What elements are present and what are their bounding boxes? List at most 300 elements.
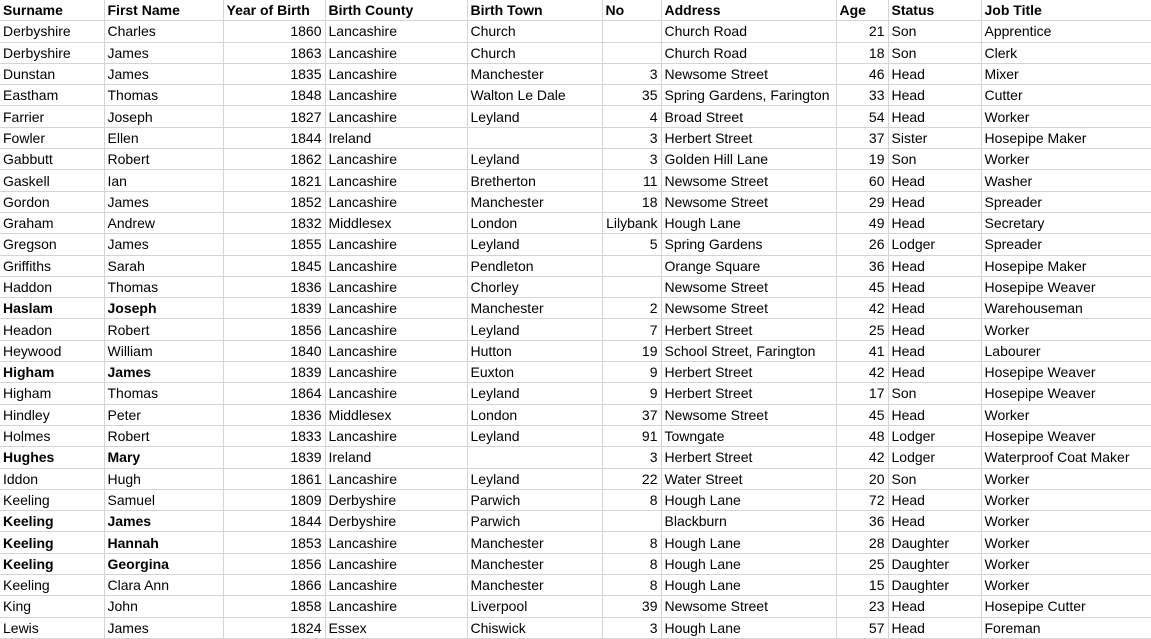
cell-surname[interactable]: Griffiths xyxy=(0,255,104,276)
cell-surname[interactable]: King xyxy=(0,596,104,617)
column-header-birth-town[interactable]: Birth Town xyxy=(467,0,602,21)
cell-surname[interactable]: Holmes xyxy=(0,425,104,446)
cell-surname[interactable]: Keeling xyxy=(0,532,104,553)
cell-no[interactable] xyxy=(602,42,661,63)
cell-address[interactable]: Herbert Street xyxy=(661,362,836,383)
cell-year-of-birth[interactable]: 1836 xyxy=(223,276,325,297)
cell-job-title[interactable]: Worker xyxy=(981,468,1151,489)
cell-surname[interactable]: Iddon xyxy=(0,468,104,489)
cell-birth-county[interactable]: Lancashire xyxy=(325,170,467,191)
cell-birth-county[interactable]: Lancashire xyxy=(325,234,467,255)
cell-age[interactable]: 25 xyxy=(836,319,888,340)
cell-birth-town[interactable]: Manchester xyxy=(467,63,602,84)
cell-first-name[interactable]: Robert xyxy=(104,319,223,340)
cell-status[interactable]: Head xyxy=(888,191,981,212)
cell-address[interactable]: Hough Lane xyxy=(661,575,836,596)
cell-first-name[interactable]: Thomas xyxy=(104,85,223,106)
cell-first-name[interactable]: James xyxy=(104,42,223,63)
cell-year-of-birth[interactable]: 1856 xyxy=(223,553,325,574)
cell-surname[interactable]: Gordon xyxy=(0,191,104,212)
cell-no[interactable]: 9 xyxy=(602,383,661,404)
cell-first-name[interactable]: Joseph xyxy=(104,106,223,127)
cell-no[interactable]: 18 xyxy=(602,191,661,212)
cell-birth-county[interactable]: Lancashire xyxy=(325,575,467,596)
cell-first-name[interactable]: Thomas xyxy=(104,383,223,404)
cell-address[interactable]: Herbert Street xyxy=(661,127,836,148)
cell-first-name[interactable]: Andrew xyxy=(104,212,223,233)
cell-status[interactable]: Lodger xyxy=(888,425,981,446)
cell-age[interactable]: 42 xyxy=(836,362,888,383)
cell-birth-town[interactable]: Manchester xyxy=(467,575,602,596)
cell-status[interactable]: Son xyxy=(888,42,981,63)
cell-year-of-birth[interactable]: 1839 xyxy=(223,362,325,383)
cell-surname[interactable]: Haslam xyxy=(0,298,104,319)
cell-no[interactable]: 8 xyxy=(602,489,661,510)
cell-surname[interactable]: Hughes xyxy=(0,447,104,468)
cell-status[interactable]: Head xyxy=(888,404,981,425)
cell-birth-county[interactable]: Lancashire xyxy=(325,532,467,553)
cell-no[interactable]: 19 xyxy=(602,340,661,361)
cell-birth-town[interactable]: Liverpool xyxy=(467,596,602,617)
cell-first-name[interactable]: William xyxy=(104,340,223,361)
cell-birth-county[interactable]: Lancashire xyxy=(325,191,467,212)
cell-first-name[interactable]: Joseph xyxy=(104,298,223,319)
cell-first-name[interactable]: Georgina xyxy=(104,553,223,574)
cell-first-name[interactable]: Robert xyxy=(104,425,223,446)
cell-first-name[interactable]: Mary xyxy=(104,447,223,468)
cell-no[interactable]: 4 xyxy=(602,106,661,127)
cell-surname[interactable]: Keeling xyxy=(0,489,104,510)
cell-birth-town[interactable]: Bretherton xyxy=(467,170,602,191)
cell-status[interactable]: Head xyxy=(888,319,981,340)
cell-job-title[interactable]: Worker xyxy=(981,149,1151,170)
cell-birth-county[interactable]: Lancashire xyxy=(325,553,467,574)
cell-status[interactable]: Sister xyxy=(888,127,981,148)
column-header-first-name[interactable]: First Name xyxy=(104,0,223,21)
cell-year-of-birth[interactable]: 1839 xyxy=(223,298,325,319)
cell-birth-town[interactable]: Manchester xyxy=(467,532,602,553)
cell-no[interactable]: 5 xyxy=(602,234,661,255)
cell-birth-town[interactable]: Euxton xyxy=(467,362,602,383)
cell-birth-town[interactable]: Leyland xyxy=(467,319,602,340)
cell-status[interactable]: Head xyxy=(888,170,981,191)
cell-status[interactable]: Son xyxy=(888,149,981,170)
cell-age[interactable]: 42 xyxy=(836,447,888,468)
cell-address[interactable]: Blackburn xyxy=(661,511,836,532)
cell-job-title[interactable]: Clerk xyxy=(981,42,1151,63)
cell-age[interactable]: 45 xyxy=(836,404,888,425)
cell-status[interactable]: Head xyxy=(888,106,981,127)
cell-birth-county[interactable]: Lancashire xyxy=(325,42,467,63)
cell-year-of-birth[interactable]: 1827 xyxy=(223,106,325,127)
cell-age[interactable]: 21 xyxy=(836,21,888,42)
cell-no[interactable]: 7 xyxy=(602,319,661,340)
cell-year-of-birth[interactable]: 1845 xyxy=(223,255,325,276)
cell-birth-county[interactable]: Lancashire xyxy=(325,298,467,319)
cell-age[interactable]: 25 xyxy=(836,553,888,574)
cell-surname[interactable]: Fowler xyxy=(0,127,104,148)
cell-no[interactable]: 3 xyxy=(602,447,661,468)
cell-surname[interactable]: Higham xyxy=(0,383,104,404)
cell-no[interactable]: 22 xyxy=(602,468,661,489)
cell-age[interactable]: 17 xyxy=(836,383,888,404)
cell-no[interactable]: 8 xyxy=(602,575,661,596)
cell-job-title[interactable]: Washer xyxy=(981,170,1151,191)
cell-first-name[interactable]: Charles xyxy=(104,21,223,42)
cell-job-title[interactable]: Hosepipe Maker xyxy=(981,127,1151,148)
cell-no[interactable]: 39 xyxy=(602,596,661,617)
cell-year-of-birth[interactable]: 1861 xyxy=(223,468,325,489)
cell-year-of-birth[interactable]: 1844 xyxy=(223,511,325,532)
cell-no[interactable]: 35 xyxy=(602,85,661,106)
cell-no[interactable] xyxy=(602,21,661,42)
cell-address[interactable]: Newsome Street xyxy=(661,63,836,84)
cell-age[interactable]: 36 xyxy=(836,511,888,532)
cell-address[interactable]: Newsome Street xyxy=(661,596,836,617)
cell-year-of-birth[interactable]: 1840 xyxy=(223,340,325,361)
cell-surname[interactable]: Keeling xyxy=(0,511,104,532)
cell-birth-county[interactable]: Lancashire xyxy=(325,276,467,297)
cell-first-name[interactable]: Samuel xyxy=(104,489,223,510)
cell-no[interactable]: 2 xyxy=(602,298,661,319)
cell-first-name[interactable]: James xyxy=(104,234,223,255)
cell-no[interactable]: 9 xyxy=(602,362,661,383)
cell-first-name[interactable]: James xyxy=(104,63,223,84)
cell-address[interactable]: Herbert Street xyxy=(661,319,836,340)
cell-year-of-birth[interactable]: 1836 xyxy=(223,404,325,425)
cell-status[interactable]: Daughter xyxy=(888,532,981,553)
cell-year-of-birth[interactable]: 1833 xyxy=(223,425,325,446)
cell-birth-county[interactable]: Lancashire xyxy=(325,468,467,489)
cell-age[interactable]: 15 xyxy=(836,575,888,596)
cell-birth-county[interactable]: Lancashire xyxy=(325,319,467,340)
cell-birth-county[interactable]: Middlesex xyxy=(325,212,467,233)
column-header-job-title[interactable]: Job Title xyxy=(981,0,1151,21)
cell-first-name[interactable]: Clara Ann xyxy=(104,575,223,596)
cell-address[interactable]: Hough Lane xyxy=(661,212,836,233)
cell-status[interactable]: Lodger xyxy=(888,447,981,468)
cell-job-title[interactable]: Hosepipe Weaver xyxy=(981,362,1151,383)
cell-address[interactable]: Hough Lane xyxy=(661,489,836,510)
cell-surname[interactable]: Heywood xyxy=(0,340,104,361)
cell-year-of-birth[interactable]: 1860 xyxy=(223,21,325,42)
cell-birth-county[interactable]: Lancashire xyxy=(325,63,467,84)
cell-birth-town[interactable]: Manchester xyxy=(467,298,602,319)
cell-birth-county[interactable]: Ireland xyxy=(325,127,467,148)
cell-status[interactable]: Head xyxy=(888,212,981,233)
cell-surname[interactable]: Haddon xyxy=(0,276,104,297)
cell-first-name[interactable]: John xyxy=(104,596,223,617)
cell-birth-town[interactable]: Manchester xyxy=(467,553,602,574)
cell-job-title[interactable]: Apprentice xyxy=(981,21,1151,42)
cell-birth-county[interactable]: Derbyshire xyxy=(325,489,467,510)
cell-birth-town[interactable]: Walton Le Dale xyxy=(467,85,602,106)
cell-surname[interactable]: Hindley xyxy=(0,404,104,425)
cell-surname[interactable]: Graham xyxy=(0,212,104,233)
cell-job-title[interactable]: Foreman xyxy=(981,617,1151,638)
cell-address[interactable]: Golden Hill Lane xyxy=(661,149,836,170)
cell-first-name[interactable]: James xyxy=(104,511,223,532)
cell-status[interactable]: Head xyxy=(888,255,981,276)
cell-no[interactable]: 37 xyxy=(602,404,661,425)
cell-birth-town[interactable]: Church xyxy=(467,21,602,42)
cell-year-of-birth[interactable]: 1852 xyxy=(223,191,325,212)
cell-status[interactable]: Son xyxy=(888,21,981,42)
cell-birth-town[interactable]: Manchester xyxy=(467,191,602,212)
column-header-year-of-birth[interactable]: Year of Birth xyxy=(223,0,325,21)
cell-job-title[interactable]: Hosepipe Maker xyxy=(981,255,1151,276)
cell-job-title[interactable]: Worker xyxy=(981,511,1151,532)
cell-age[interactable]: 20 xyxy=(836,468,888,489)
cell-address[interactable]: Hough Lane xyxy=(661,617,836,638)
cell-age[interactable]: 57 xyxy=(836,617,888,638)
cell-no[interactable] xyxy=(602,276,661,297)
cell-job-title[interactable]: Worker xyxy=(981,404,1151,425)
cell-birth-town[interactable]: Chorley xyxy=(467,276,602,297)
cell-birth-county[interactable]: Lancashire xyxy=(325,106,467,127)
cell-address[interactable]: Hough Lane xyxy=(661,532,836,553)
cell-surname[interactable]: Keeling xyxy=(0,575,104,596)
cell-age[interactable]: 26 xyxy=(836,234,888,255)
cell-birth-town[interactable]: Leyland xyxy=(467,383,602,404)
cell-birth-county[interactable]: Lancashire xyxy=(325,85,467,106)
cell-birth-county[interactable]: Essex xyxy=(325,617,467,638)
cell-job-title[interactable]: Hosepipe Cutter xyxy=(981,596,1151,617)
cell-address[interactable]: Newsome Street xyxy=(661,298,836,319)
cell-address[interactable]: School Street, Farington xyxy=(661,340,836,361)
cell-birth-county[interactable]: Lancashire xyxy=(325,362,467,383)
cell-address[interactable]: Herbert Street xyxy=(661,447,836,468)
cell-first-name[interactable]: Peter xyxy=(104,404,223,425)
cell-birth-county[interactable]: Ireland xyxy=(325,447,467,468)
cell-status[interactable]: Son xyxy=(888,383,981,404)
cell-year-of-birth[interactable]: 1855 xyxy=(223,234,325,255)
cell-no[interactable]: 11 xyxy=(602,170,661,191)
cell-job-title[interactable]: Worker xyxy=(981,319,1151,340)
cell-first-name[interactable]: Hugh xyxy=(104,468,223,489)
cell-no[interactable]: 8 xyxy=(602,553,661,574)
cell-year-of-birth[interactable]: 1844 xyxy=(223,127,325,148)
cell-age[interactable]: 18 xyxy=(836,42,888,63)
cell-status[interactable]: Head xyxy=(888,489,981,510)
cell-first-name[interactable]: Hannah xyxy=(104,532,223,553)
cell-job-title[interactable]: Spreader xyxy=(981,234,1151,255)
cell-status[interactable]: Head xyxy=(888,617,981,638)
cell-birth-town[interactable]: London xyxy=(467,404,602,425)
cell-status[interactable]: Head xyxy=(888,596,981,617)
column-header-birth-county[interactable]: Birth County xyxy=(325,0,467,21)
cell-age[interactable]: 23 xyxy=(836,596,888,617)
cell-address[interactable]: Newsome Street xyxy=(661,276,836,297)
cell-surname[interactable]: Derbyshire xyxy=(0,42,104,63)
cell-surname[interactable]: Gaskell xyxy=(0,170,104,191)
cell-birth-town[interactable]: Leyland xyxy=(467,234,602,255)
cell-age[interactable]: 33 xyxy=(836,85,888,106)
column-header-surname[interactable]: Surname xyxy=(0,0,104,21)
cell-birth-town[interactable]: Leyland xyxy=(467,468,602,489)
cell-year-of-birth[interactable]: 1853 xyxy=(223,532,325,553)
cell-year-of-birth[interactable]: 1824 xyxy=(223,617,325,638)
cell-year-of-birth[interactable]: 1835 xyxy=(223,63,325,84)
cell-status[interactable]: Lodger xyxy=(888,234,981,255)
cell-job-title[interactable]: Hosepipe Weaver xyxy=(981,383,1151,404)
cell-no[interactable]: 91 xyxy=(602,425,661,446)
cell-job-title[interactable]: Worker xyxy=(981,532,1151,553)
cell-surname[interactable]: Keeling xyxy=(0,553,104,574)
cell-address[interactable]: Newsome Street xyxy=(661,170,836,191)
cell-job-title[interactable]: Mixer xyxy=(981,63,1151,84)
cell-birth-county[interactable]: Lancashire xyxy=(325,383,467,404)
cell-job-title[interactable]: Worker xyxy=(981,106,1151,127)
cell-status[interactable]: Head xyxy=(888,340,981,361)
cell-birth-town[interactable]: Pendleton xyxy=(467,255,602,276)
cell-age[interactable]: 19 xyxy=(836,149,888,170)
cell-status[interactable]: Head xyxy=(888,85,981,106)
cell-first-name[interactable]: Thomas xyxy=(104,276,223,297)
cell-year-of-birth[interactable]: 1809 xyxy=(223,489,325,510)
cell-birth-town[interactable]: London xyxy=(467,212,602,233)
cell-age[interactable]: 42 xyxy=(836,298,888,319)
cell-birth-county[interactable]: Lancashire xyxy=(325,21,467,42)
cell-first-name[interactable]: James xyxy=(104,191,223,212)
cell-no[interactable] xyxy=(602,511,661,532)
cell-age[interactable]: 46 xyxy=(836,63,888,84)
cell-job-title[interactable]: Hosepipe Weaver xyxy=(981,425,1151,446)
cell-address[interactable]: Herbert Street xyxy=(661,383,836,404)
cell-status[interactable]: Son xyxy=(888,468,981,489)
cell-year-of-birth[interactable]: 1821 xyxy=(223,170,325,191)
cell-age[interactable]: 28 xyxy=(836,532,888,553)
cell-surname[interactable]: Farrier xyxy=(0,106,104,127)
cell-birth-county[interactable]: Lancashire xyxy=(325,596,467,617)
cell-birth-town[interactable]: Chiswick xyxy=(467,617,602,638)
cell-address[interactable]: Newsome Street xyxy=(661,191,836,212)
cell-age[interactable]: 48 xyxy=(836,425,888,446)
cell-job-title[interactable]: Worker xyxy=(981,489,1151,510)
cell-year-of-birth[interactable]: 1848 xyxy=(223,85,325,106)
cell-job-title[interactable]: Secretary xyxy=(981,212,1151,233)
cell-birth-county[interactable]: Lancashire xyxy=(325,149,467,170)
cell-birth-town[interactable] xyxy=(467,127,602,148)
cell-age[interactable]: 36 xyxy=(836,255,888,276)
cell-year-of-birth[interactable]: 1863 xyxy=(223,42,325,63)
cell-address[interactable]: Church Road xyxy=(661,42,836,63)
cell-age[interactable]: 29 xyxy=(836,191,888,212)
column-header-age[interactable]: Age xyxy=(836,0,888,21)
cell-address[interactable]: Hough Lane xyxy=(661,553,836,574)
cell-first-name[interactable]: Robert xyxy=(104,149,223,170)
cell-address[interactable]: Spring Gardens, Farington xyxy=(661,85,836,106)
cell-surname[interactable]: Lewis xyxy=(0,617,104,638)
cell-birth-town[interactable]: Leyland xyxy=(467,106,602,127)
cell-age[interactable]: 72 xyxy=(836,489,888,510)
cell-birth-town[interactable]: Leyland xyxy=(467,149,602,170)
cell-birth-town[interactable]: Parwich xyxy=(467,489,602,510)
cell-status[interactable]: Daughter xyxy=(888,575,981,596)
cell-address[interactable]: Newsome Street xyxy=(661,404,836,425)
cell-surname[interactable]: Headon xyxy=(0,319,104,340)
cell-status[interactable]: Head xyxy=(888,276,981,297)
cell-job-title[interactable]: Worker xyxy=(981,575,1151,596)
cell-surname[interactable]: Gabbutt xyxy=(0,149,104,170)
cell-no[interactable]: 3 xyxy=(602,617,661,638)
cell-no[interactable]: 3 xyxy=(602,127,661,148)
cell-first-name[interactable]: Sarah xyxy=(104,255,223,276)
cell-first-name[interactable]: Ellen xyxy=(104,127,223,148)
cell-birth-county[interactable]: Lancashire xyxy=(325,255,467,276)
cell-age[interactable]: 37 xyxy=(836,127,888,148)
cell-birth-county[interactable]: Derbyshire xyxy=(325,511,467,532)
cell-birth-town[interactable] xyxy=(467,447,602,468)
cell-age[interactable]: 41 xyxy=(836,340,888,361)
cell-birth-town[interactable]: Church xyxy=(467,42,602,63)
cell-job-title[interactable]: Cutter xyxy=(981,85,1151,106)
cell-address[interactable]: Spring Gardens xyxy=(661,234,836,255)
cell-year-of-birth[interactable]: 1858 xyxy=(223,596,325,617)
cell-status[interactable]: Head xyxy=(888,511,981,532)
cell-birth-county[interactable]: Lancashire xyxy=(325,340,467,361)
cell-birth-county[interactable]: Lancashire xyxy=(325,425,467,446)
cell-no[interactable]: 8 xyxy=(602,532,661,553)
cell-address[interactable]: Church Road xyxy=(661,21,836,42)
cell-year-of-birth[interactable]: 1866 xyxy=(223,575,325,596)
cell-surname[interactable]: Eastham xyxy=(0,85,104,106)
column-header-status[interactable]: Status xyxy=(888,0,981,21)
cell-year-of-birth[interactable]: 1862 xyxy=(223,149,325,170)
cell-job-title[interactable]: Warehouseman xyxy=(981,298,1151,319)
cell-year-of-birth[interactable]: 1864 xyxy=(223,383,325,404)
cell-job-title[interactable]: Labourer xyxy=(981,340,1151,361)
cell-address[interactable]: Water Street xyxy=(661,468,836,489)
cell-no[interactable]: Lilybank xyxy=(602,212,661,233)
cell-age[interactable]: 49 xyxy=(836,212,888,233)
cell-no[interactable]: 3 xyxy=(602,149,661,170)
column-header-address[interactable]: Address xyxy=(661,0,836,21)
cell-job-title[interactable]: Spreader xyxy=(981,191,1151,212)
cell-birth-town[interactable]: Hutton xyxy=(467,340,602,361)
cell-no[interactable] xyxy=(602,255,661,276)
cell-age[interactable]: 54 xyxy=(836,106,888,127)
cell-job-title[interactable]: Hosepipe Weaver xyxy=(981,276,1151,297)
cell-first-name[interactable]: James xyxy=(104,362,223,383)
cell-address[interactable]: Towngate xyxy=(661,425,836,446)
cell-surname[interactable]: Higham xyxy=(0,362,104,383)
cell-status[interactable]: Head xyxy=(888,63,981,84)
cell-birth-county[interactable]: Middlesex xyxy=(325,404,467,425)
cell-job-title[interactable]: Worker xyxy=(981,553,1151,574)
cell-job-title[interactable]: Waterproof Coat Maker xyxy=(981,447,1151,468)
cell-birth-town[interactable]: Leyland xyxy=(467,425,602,446)
cell-no[interactable]: 3 xyxy=(602,63,661,84)
cell-year-of-birth[interactable]: 1832 xyxy=(223,212,325,233)
cell-year-of-birth[interactable]: 1856 xyxy=(223,319,325,340)
cell-first-name[interactable]: Ian xyxy=(104,170,223,191)
cell-address[interactable]: Orange Square xyxy=(661,255,836,276)
cell-age[interactable]: 60 xyxy=(836,170,888,191)
cell-status[interactable]: Head xyxy=(888,362,981,383)
cell-surname[interactable]: Derbyshire xyxy=(0,21,104,42)
cell-year-of-birth[interactable]: 1839 xyxy=(223,447,325,468)
cell-first-name[interactable]: James xyxy=(104,617,223,638)
cell-surname[interactable]: Gregson xyxy=(0,234,104,255)
column-header-no[interactable]: No xyxy=(602,0,661,21)
cell-surname[interactable]: Dunstan xyxy=(0,63,104,84)
cell-birth-town[interactable]: Parwich xyxy=(467,511,602,532)
cell-age[interactable]: 45 xyxy=(836,276,888,297)
cell-status[interactable]: Head xyxy=(888,298,981,319)
cell-status[interactable]: Daughter xyxy=(888,553,981,574)
cell-address[interactable]: Broad Street xyxy=(661,106,836,127)
